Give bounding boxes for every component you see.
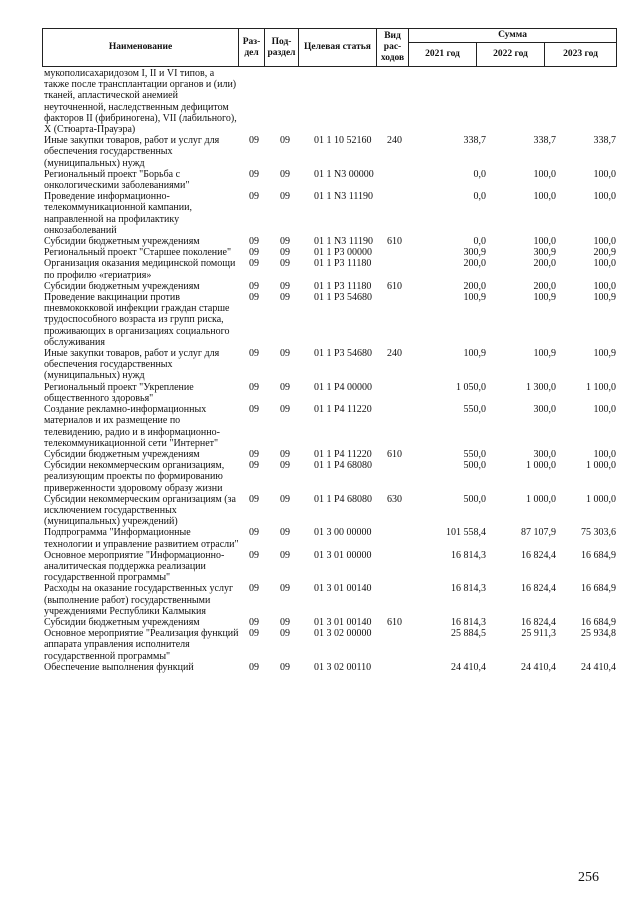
row-name: Субсидии бюджетным учреждениям <box>44 616 200 628</box>
row-podrazdel: 09 <box>280 247 290 259</box>
row-name: Региональный проект "Старшее поколение" <box>44 247 232 259</box>
table-row <box>44 258 616 280</box>
table-row <box>44 449 616 460</box>
row-razdel: 09 <box>249 191 259 203</box>
row-podrazdel: 09 <box>280 292 290 304</box>
table-header <box>42 28 617 67</box>
row-sum-2021: 0,0 <box>473 191 486 203</box>
row-celevaya: 01 3 02 00110 <box>314 661 372 673</box>
row-podrazdel: 09 <box>280 168 290 180</box>
row-name: Создание рекламно-информационных материалов и их размещение по телевидению, радио и в информационно-телекоммуникационной сети "Интернет" <box>44 404 220 449</box>
header-vid: Вид рас- ходов <box>377 29 409 67</box>
row-sum-2021: 200,0 <box>463 258 486 270</box>
row-celevaya: 01 1 P3 00000 <box>314 247 373 259</box>
row-razdel: 09 <box>249 460 259 472</box>
row-razdel: 09 <box>249 168 259 180</box>
row-vid: 610 <box>387 236 402 248</box>
row-sum-2023: 100,0 <box>593 168 616 180</box>
row-sum-2021: 0,0 <box>473 236 486 248</box>
row-name: Субсидии некоммерческим организациям, реализующим проекты по формированию приверженности здоровому образу жизни <box>44 460 225 494</box>
row-razdel: 09 <box>249 661 259 673</box>
row-name: Региональный проект "Укрепление общественного здоровья" <box>44 381 194 404</box>
row-celevaya: 01 1 N3 11190 <box>314 191 373 203</box>
row-name: Подпрограмма "Информационные технологии и управление развитием отрасли" <box>44 527 239 550</box>
row-razdel: 09 <box>249 493 259 505</box>
row-sum-2022: 16 824,4 <box>521 549 556 561</box>
row-razdel: 09 <box>249 236 259 248</box>
row-celevaya: 01 1 P3 54680 <box>314 292 373 304</box>
row-sum-2022: 16 824,4 <box>521 616 556 628</box>
table-row <box>44 617 616 628</box>
row-podrazdel: 09 <box>280 549 290 561</box>
row-sum-2023: 24 410,4 <box>581 661 616 673</box>
row-razdel: 09 <box>249 583 259 595</box>
row-celevaya: 01 3 02 00000 <box>314 628 372 640</box>
table-row <box>44 460 616 494</box>
header-summa: Сумма <box>409 29 617 43</box>
row-celevaya: 01 1 10 52160 <box>314 135 372 147</box>
row-sum-2023: 100,0 <box>593 280 616 292</box>
row-podrazdel: 09 <box>280 280 290 292</box>
header-name: Наименование <box>43 29 239 67</box>
row-sum-2021: 16 814,3 <box>451 583 486 595</box>
row-sum-2023: 16 684,9 <box>581 616 616 628</box>
row-razdel: 09 <box>249 381 259 393</box>
row-sum-2021: 25 884,5 <box>451 628 486 640</box>
row-sum-2021: 300,9 <box>463 247 486 259</box>
row-celevaya: 01 3 01 00000 <box>314 549 372 561</box>
row-name: Субсидии бюджетным учреждениям <box>44 236 200 248</box>
row-sum-2023: 1 100,0 <box>586 381 616 393</box>
row-sum-2022: 100,0 <box>533 191 556 203</box>
row-sum-2021: 200,0 <box>463 280 486 292</box>
row-name: Основное мероприятие "Реализация функций аппарата управления исполнителя государственной программы" <box>44 628 239 662</box>
row-celevaya: 01 1 P4 11220 <box>314 404 372 416</box>
row-sum-2023: 25 934,8 <box>581 628 616 640</box>
row-sum-2021: 100,9 <box>463 292 486 304</box>
row-sum-2022: 200,0 <box>533 258 556 270</box>
row-podrazdel: 09 <box>280 381 290 393</box>
row-sum-2022: 100,9 <box>533 292 556 304</box>
header-2022: 2022 год <box>477 43 545 67</box>
row-vid: 240 <box>387 348 402 360</box>
row-podrazdel: 09 <box>280 236 290 248</box>
row-sum-2023: 100,0 <box>593 258 616 270</box>
table-row <box>44 662 616 673</box>
header-celevaya: Целевая статья <box>299 29 377 67</box>
row-celevaya: 01 1 P4 00000 <box>314 381 373 393</box>
row-sum-2023: 16 684,9 <box>581 549 616 561</box>
row-name: Субсидии бюджетным учреждениям <box>44 448 200 460</box>
row-celevaya: 01 1 P4 68080 <box>314 460 373 472</box>
row-podrazdel: 09 <box>280 527 290 539</box>
row-razdel: 09 <box>249 292 259 304</box>
row-name: Организация оказания медицинской помощи по профилю «гериатрия» <box>44 258 236 281</box>
row-name: Субсидии некоммерческим организациям (за исключением государственных (муниципальных) учреждений) <box>44 493 236 528</box>
row-vid: 240 <box>387 135 402 147</box>
row-razdel: 09 <box>249 348 259 360</box>
row-sum-2021: 16 814,3 <box>451 616 486 628</box>
row-razdel: 09 <box>249 280 259 292</box>
row-vid: 630 <box>387 493 402 505</box>
table-row <box>44 281 616 292</box>
row-celevaya: 01 1 P3 54680 <box>314 348 373 360</box>
header-2021: 2021 год <box>409 43 477 67</box>
table-row <box>44 247 616 258</box>
row-name: Основное мероприятие "Информационно-аналитическая поддержка реализации государственной программы" <box>44 549 225 584</box>
row-vid: 610 <box>387 280 402 292</box>
row-podrazdel: 09 <box>280 583 290 595</box>
row-razdel: 09 <box>249 628 259 640</box>
row-podrazdel: 09 <box>280 191 290 203</box>
row-sum-2023: 1 000,0 <box>586 460 616 472</box>
header-2023: 2023 год <box>545 43 617 67</box>
row-podrazdel: 09 <box>280 404 290 416</box>
row-sum-2021: 100,9 <box>463 348 486 360</box>
table-row <box>44 292 616 348</box>
row-name: Субсидии бюджетным учреждениям <box>44 280 200 292</box>
table-row <box>44 494 616 528</box>
row-sum-2023: 100,0 <box>593 191 616 203</box>
row-celevaya: 01 1 P4 68080 <box>314 493 373 505</box>
row-sum-2021: 0,0 <box>473 168 486 180</box>
table-row <box>44 135 616 169</box>
row-razdel: 09 <box>249 527 259 539</box>
row-celevaya: 01 3 00 00000 <box>314 527 372 539</box>
row-podrazdel: 09 <box>280 616 290 628</box>
row-sum-2023: 100,0 <box>593 236 616 248</box>
table-body <box>44 68 616 673</box>
row-sum-2023: 100,9 <box>593 292 616 304</box>
row-sum-2022: 16 824,4 <box>521 583 556 595</box>
row-razdel: 09 <box>249 404 259 416</box>
row-sum-2023: 1 000,0 <box>586 493 616 505</box>
row-podrazdel: 09 <box>280 460 290 472</box>
row-razdel: 09 <box>249 247 259 259</box>
table-row <box>44 583 616 617</box>
table-row <box>44 628 616 662</box>
row-podrazdel: 09 <box>280 628 290 640</box>
header-razdel: Раз- дел <box>239 29 265 67</box>
row-sum-2022: 300,0 <box>533 448 556 460</box>
row-podrazdel: 09 <box>280 448 290 460</box>
row-sum-2021: 500,0 <box>463 460 486 472</box>
table-row <box>44 550 616 584</box>
row-sum-2022: 338,7 <box>533 135 556 147</box>
row-celevaya: 01 1 P3 11180 <box>314 258 372 270</box>
row-sum-2023: 338,7 <box>593 135 616 147</box>
table-row <box>44 191 616 236</box>
row-name: Расходы на оказание государственных услуг (выполнение работ) государственными учреждениями Республики Калмыкия <box>44 583 234 617</box>
row-celevaya: 01 1 N3 11190 <box>314 236 373 248</box>
row-podrazdel: 09 <box>280 258 290 270</box>
row-sum-2022: 300,9 <box>533 247 556 259</box>
row-sum-2022: 1 000,0 <box>526 493 556 505</box>
row-sum-2022: 87 107,9 <box>521 527 556 539</box>
row-sum-2023: 100,0 <box>593 448 616 460</box>
row-celevaya: 01 1 N3 00000 <box>314 168 374 180</box>
table-row <box>44 404 616 449</box>
row-sum-2023: 100,9 <box>593 348 616 360</box>
row-celevaya: 01 1 P4 11220 <box>314 448 372 460</box>
row-razdel: 09 <box>249 448 259 460</box>
row-celevaya: 01 3 01 00140 <box>314 616 372 628</box>
row-sum-2023: 100,0 <box>593 404 616 416</box>
row-sum-2022: 100,0 <box>533 168 556 180</box>
row-sum-2021: 500,0 <box>463 493 486 505</box>
row-podrazdel: 09 <box>280 135 290 147</box>
row-sum-2021: 1 050,0 <box>456 381 486 393</box>
row-sum-2023: 16 684,9 <box>581 583 616 595</box>
row-sum-2022: 1 300,0 <box>526 381 556 393</box>
row-sum-2023: 200,9 <box>593 247 616 259</box>
row-razdel: 09 <box>249 258 259 270</box>
row-podrazdel: 09 <box>280 348 290 360</box>
row-sum-2021: 550,0 <box>463 448 486 460</box>
row-sum-2022: 200,0 <box>533 280 556 292</box>
row-sum-2022: 100,0 <box>533 236 556 248</box>
table-row <box>44 382 616 404</box>
row-razdel: 09 <box>249 135 259 147</box>
row-vid: 610 <box>387 616 402 628</box>
row-sum-2021: 550,0 <box>463 404 486 416</box>
row-podrazdel: 09 <box>280 493 290 505</box>
row-celevaya: 01 3 01 00140 <box>314 583 372 595</box>
row-vid: 610 <box>387 448 402 460</box>
row-sum-2022: 1 000,0 <box>526 460 556 472</box>
row-name: Иные закупки товаров, работ и услуг для обеспечения государственных (муниципальных) нужд <box>44 135 220 169</box>
row-razdel: 09 <box>249 549 259 561</box>
table-row <box>44 348 616 382</box>
table-row <box>44 236 616 247</box>
row-podrazdel: 09 <box>280 661 290 673</box>
row-sum-2021: 24 410,4 <box>451 661 486 673</box>
row-name: Проведение информационно-телекоммуникационной кампании, направленной на профилактику онкозаболеваний <box>44 191 192 236</box>
row-sum-2022: 25 911,3 <box>521 628 556 640</box>
row-sum-2022: 24 410,4 <box>521 661 556 673</box>
table-row <box>44 169 616 191</box>
page-number: 256 <box>578 870 599 885</box>
row-name: Иные закупки товаров, работ и услуг для обеспечения государственных (муниципальных) нужд <box>44 348 220 382</box>
row-sum-2021: 16 814,3 <box>451 549 486 561</box>
row-sum-2021: 338,7 <box>463 135 486 147</box>
table-row <box>44 68 616 135</box>
header-podrazdel: Под- раздел <box>265 29 299 67</box>
row-celevaya: 01 1 P3 11180 <box>314 280 372 292</box>
table-row <box>44 527 616 549</box>
row-sum-2022: 300,0 <box>533 404 556 416</box>
row-sum-2021: 101 558,4 <box>446 527 486 539</box>
row-sum-2022: 100,9 <box>533 348 556 360</box>
row-name: мукополисахаридозом I, II и VI типов, а также после трансплантации органов и (или) тканей, апластической анемией неуточненной, наследственным дефицитом факторов II (фибриногена), VII (лабильного), X (Стюарта-Прауэра) <box>44 68 237 136</box>
row-razdel: 09 <box>249 616 259 628</box>
row-name: Региональный проект "Борьба с онкологическими заболеваниями" <box>44 168 190 192</box>
row-name: Проведение вакцинации против пневмококковой инфекции граждан старше трудоспособного возраста из групп риска, проживающих в организациях социального обслуживания <box>44 292 230 348</box>
row-sum-2023: 75 303,6 <box>581 527 616 539</box>
row-name: Обеспечение выполнения функций <box>44 661 194 673</box>
